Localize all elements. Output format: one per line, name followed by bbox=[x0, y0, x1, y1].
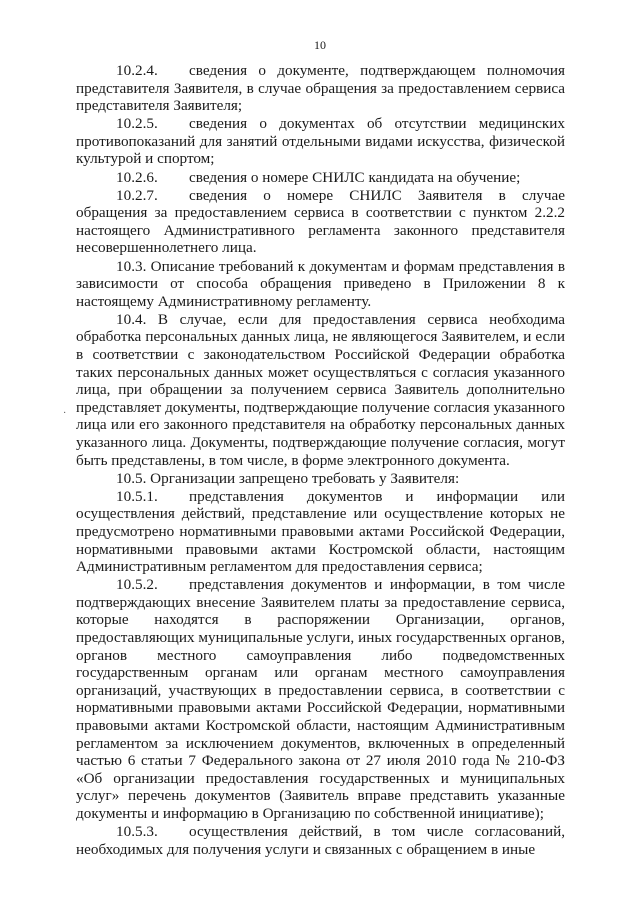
paragraph-10-2-7 bbox=[76, 187, 565, 257]
paragraph-10-2-6 bbox=[76, 169, 565, 187]
paragraph-10-3 bbox=[76, 258, 565, 311]
paragraph-10-5-2 bbox=[76, 576, 565, 822]
paragraph-text: сведения о номере СНИЛС Заявителя в случае обращения за предоставлением сервиса в соответствии с пунктом 2.2.2 настоящего Административного регламента законного представителя несовершеннолетнего лица. bbox=[76, 186, 565, 257]
paragraph-number: 10.5.2. bbox=[116, 576, 158, 594]
paragraph-number: 10.2.6. bbox=[116, 168, 158, 186]
paragraph-number: 10.2.5. bbox=[116, 115, 158, 133]
paragraph-text: сведения о документе, подтверждающем полномочия представителя Заявителя, в случае обращения за предоставлением сервиса представителя Заявителя; bbox=[76, 62, 565, 115]
paragraph-number: 10.5.1. bbox=[116, 487, 158, 505]
paragraph-text: 10.5. Организации запрещено требовать у Заявителя: bbox=[116, 469, 460, 487]
paragraph-text: сведения о номере СНИЛС кандидата на обучение; bbox=[189, 168, 521, 186]
paragraph-text: представления документов и информации, в том числе подтверждающих внесение Заявителем платы за предоставление сервиса, которые находятся в распоряжении Организации, органов, предоставляющих муниципальные услуги, иных государственных органов, органов местного самоуправления либо подведомственных государственным органам или органам местного самоуправления организаций, участвующих в предоставлении сервиса, в соответствии с нормативными правовыми актами Российской Федерации, нормативными правовыми актами Костромской области, настоящим Административным регламентом за исключением документов, включенных в определенный частью 6 статьи 7 Федерального закона от 27 июля 2010 года № 210-ФЗ «Об организации предоставления государственных и муниципальных услуг» перечень документов (Заявитель вправе представить указанные документы и информацию в Организацию по собственной инициативе); bbox=[76, 576, 565, 822]
paragraph-text: осуществления действий, в том числе согласований, необходимых для получения услуги и связанных с обращением в иные bbox=[76, 823, 565, 858]
paragraph-10-5-3 bbox=[76, 823, 565, 858]
paragraph-10-2-5 bbox=[76, 115, 565, 168]
paragraph-number: 10.2.4. bbox=[116, 62, 158, 79]
paragraph-text: сведения о документах об отсутствии медицинских противопоказаний для занятий отдельными видами искусства, физической культурой и спортом; bbox=[76, 115, 565, 168]
page-number: 10 bbox=[314, 38, 326, 52]
paragraph-text: 10.4. В случае, если для предоставления сервиса необходима обработка персональных данных лица, не являющегося Заявителем, и если в соответствии с законодательством Российской Федерации обработка таких персональных данных может осуществляться с согласия указанного лица, при обращении за получением сервиса Заявитель дополнительно представляет документы, подтверждающие получение согласия указанного лица или его законного представителя на обработку персональных данных указанного лица. Документы, подтверждающие получение согласия, могут быть представлены, в том числе, в форме электронного документа. bbox=[76, 310, 565, 469]
paragraph-number: 10.2.7. bbox=[116, 186, 158, 204]
paragraph-10-2-4 bbox=[76, 62, 565, 115]
margin-mark: · bbox=[63, 408, 67, 419]
paragraph-10-4 bbox=[76, 311, 565, 469]
paragraph-text: представления документов и информации или осуществления действий, представление или осуществление которых не предусмотрено нормативными правовыми актами Российской Федерации, нормативными правовыми актами Костромской области, настоящим Административным регламентом для предоставления сервиса; bbox=[76, 487, 565, 576]
paragraph-number: 10.5.3. bbox=[116, 823, 158, 841]
paragraph-10-5 bbox=[76, 470, 565, 488]
document-body bbox=[76, 62, 565, 858]
paragraph-text: 10.3. Описание требований к документам и формам представления в зависимости от способа обращения приведено в Приложении 8 к настоящему Административному регламенту. bbox=[76, 257, 565, 310]
paragraph-10-5-1 bbox=[76, 488, 565, 576]
